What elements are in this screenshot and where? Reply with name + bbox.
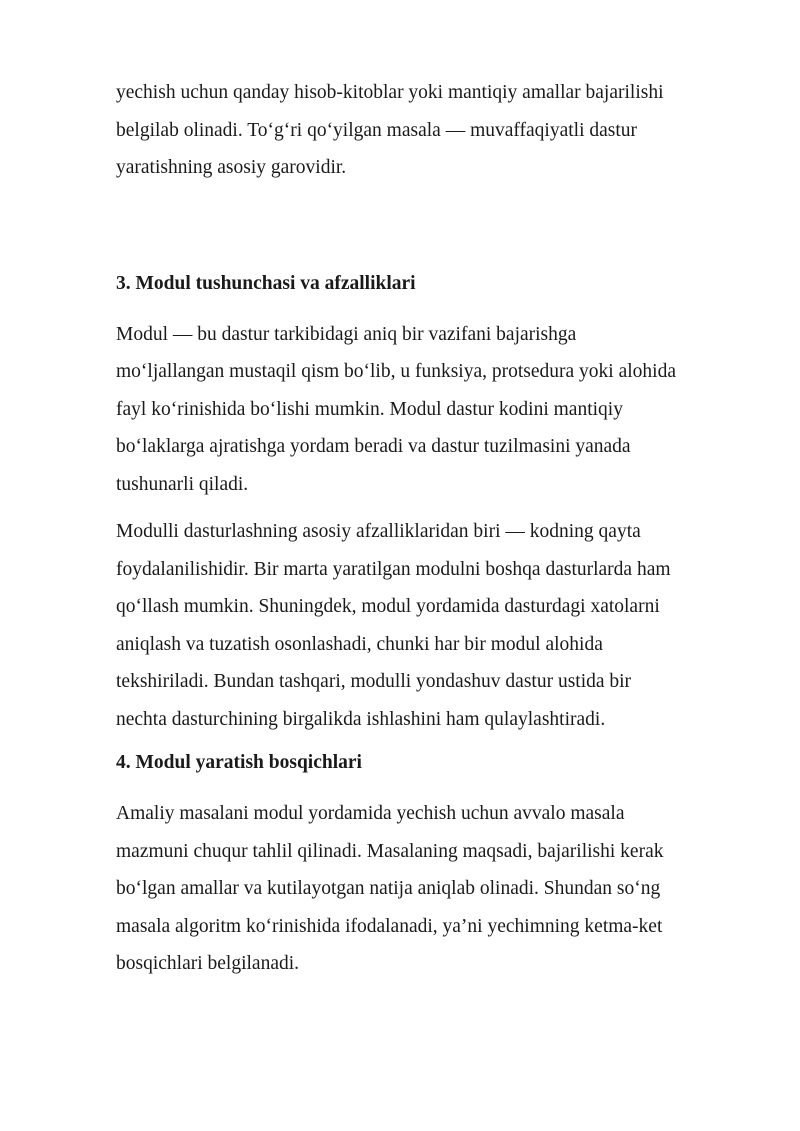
text-line: masala algoritm ko‘rinishida ifodalanadi, ya’ni yechimning ketma-ket	[116, 915, 663, 937]
text-line: mo‘ljallangan mustaqil qism bo‘lib, u funksiya, protsedura yoki alohida	[116, 361, 676, 382]
text-line: bosqichlari belgilanadi.	[116, 953, 300, 974]
intro-paragraph	[116, 74, 736, 187]
section-4-heading: 4. Modul yaratish bosqichlari	[116, 752, 362, 773]
text-line: yechish uchun qanday hisob-kitoblar yoki mantiqiy amallar bajarilishi	[116, 82, 664, 103]
text-line: aniqlash va tuzatish osonlashadi, chunki har bir modul alohida	[116, 633, 603, 655]
section-3-paragraph-2	[116, 513, 736, 738]
text-line: qo‘llash mumkin. Shuningdek, modul yordamida dasturdagi xatolarni	[116, 596, 660, 617]
text-line: bo‘laklarga ajratishga yordam beradi va dastur tuzilmasini yanada	[116, 436, 631, 457]
text-line: yaratishning asosiy garovidir.	[116, 157, 347, 178]
section-3-paragraph-1	[116, 316, 736, 504]
text-line: mazmuni chuqur tahlil qilinadi. Masalaning maqsadi, bajarilishi kerak	[116, 840, 664, 862]
text-line: foydalanilishidir. Bir marta yaratilgan modulni boshqa dasturlarda ham	[116, 558, 671, 580]
section-4-paragraph-1	[116, 795, 736, 983]
text-line: bo‘lgan amallar va kutilayotgan natija aniqlab olinadi. Shundan so‘ng	[116, 878, 661, 899]
section-3-heading: 3. Modul tushunchasi va afzalliklari	[116, 272, 416, 294]
text-line: belgilab olinadi. To‘g‘ri qo‘yilgan masala — muvaffaqiyatli dastur	[116, 119, 638, 141]
text-line: fayl ko‘rinishida bo‘lishi mumkin. Modul dastur kodini mantiqiy	[116, 398, 623, 420]
text-line: nechta dasturchining birgalikda ishlashini ham qulaylashtiradi.	[116, 708, 606, 730]
text-line: Amaliy masalani modul yordamida yechish uchun avvalo masala	[116, 803, 625, 824]
text-line: Modulli dasturlashning asosiy afzalliklaridan biri — kodning qayta	[116, 521, 641, 542]
document-page	[116, 74, 736, 983]
text-line: tushunarli qiladi.	[116, 473, 249, 495]
text-line: Modul — bu dastur tarkibidagi aniq bir vazifani bajarishga	[116, 323, 577, 345]
text-line: tekshiriladi. Bundan tashqari, modulli yondashuv dastur ustida bir	[116, 671, 632, 692]
